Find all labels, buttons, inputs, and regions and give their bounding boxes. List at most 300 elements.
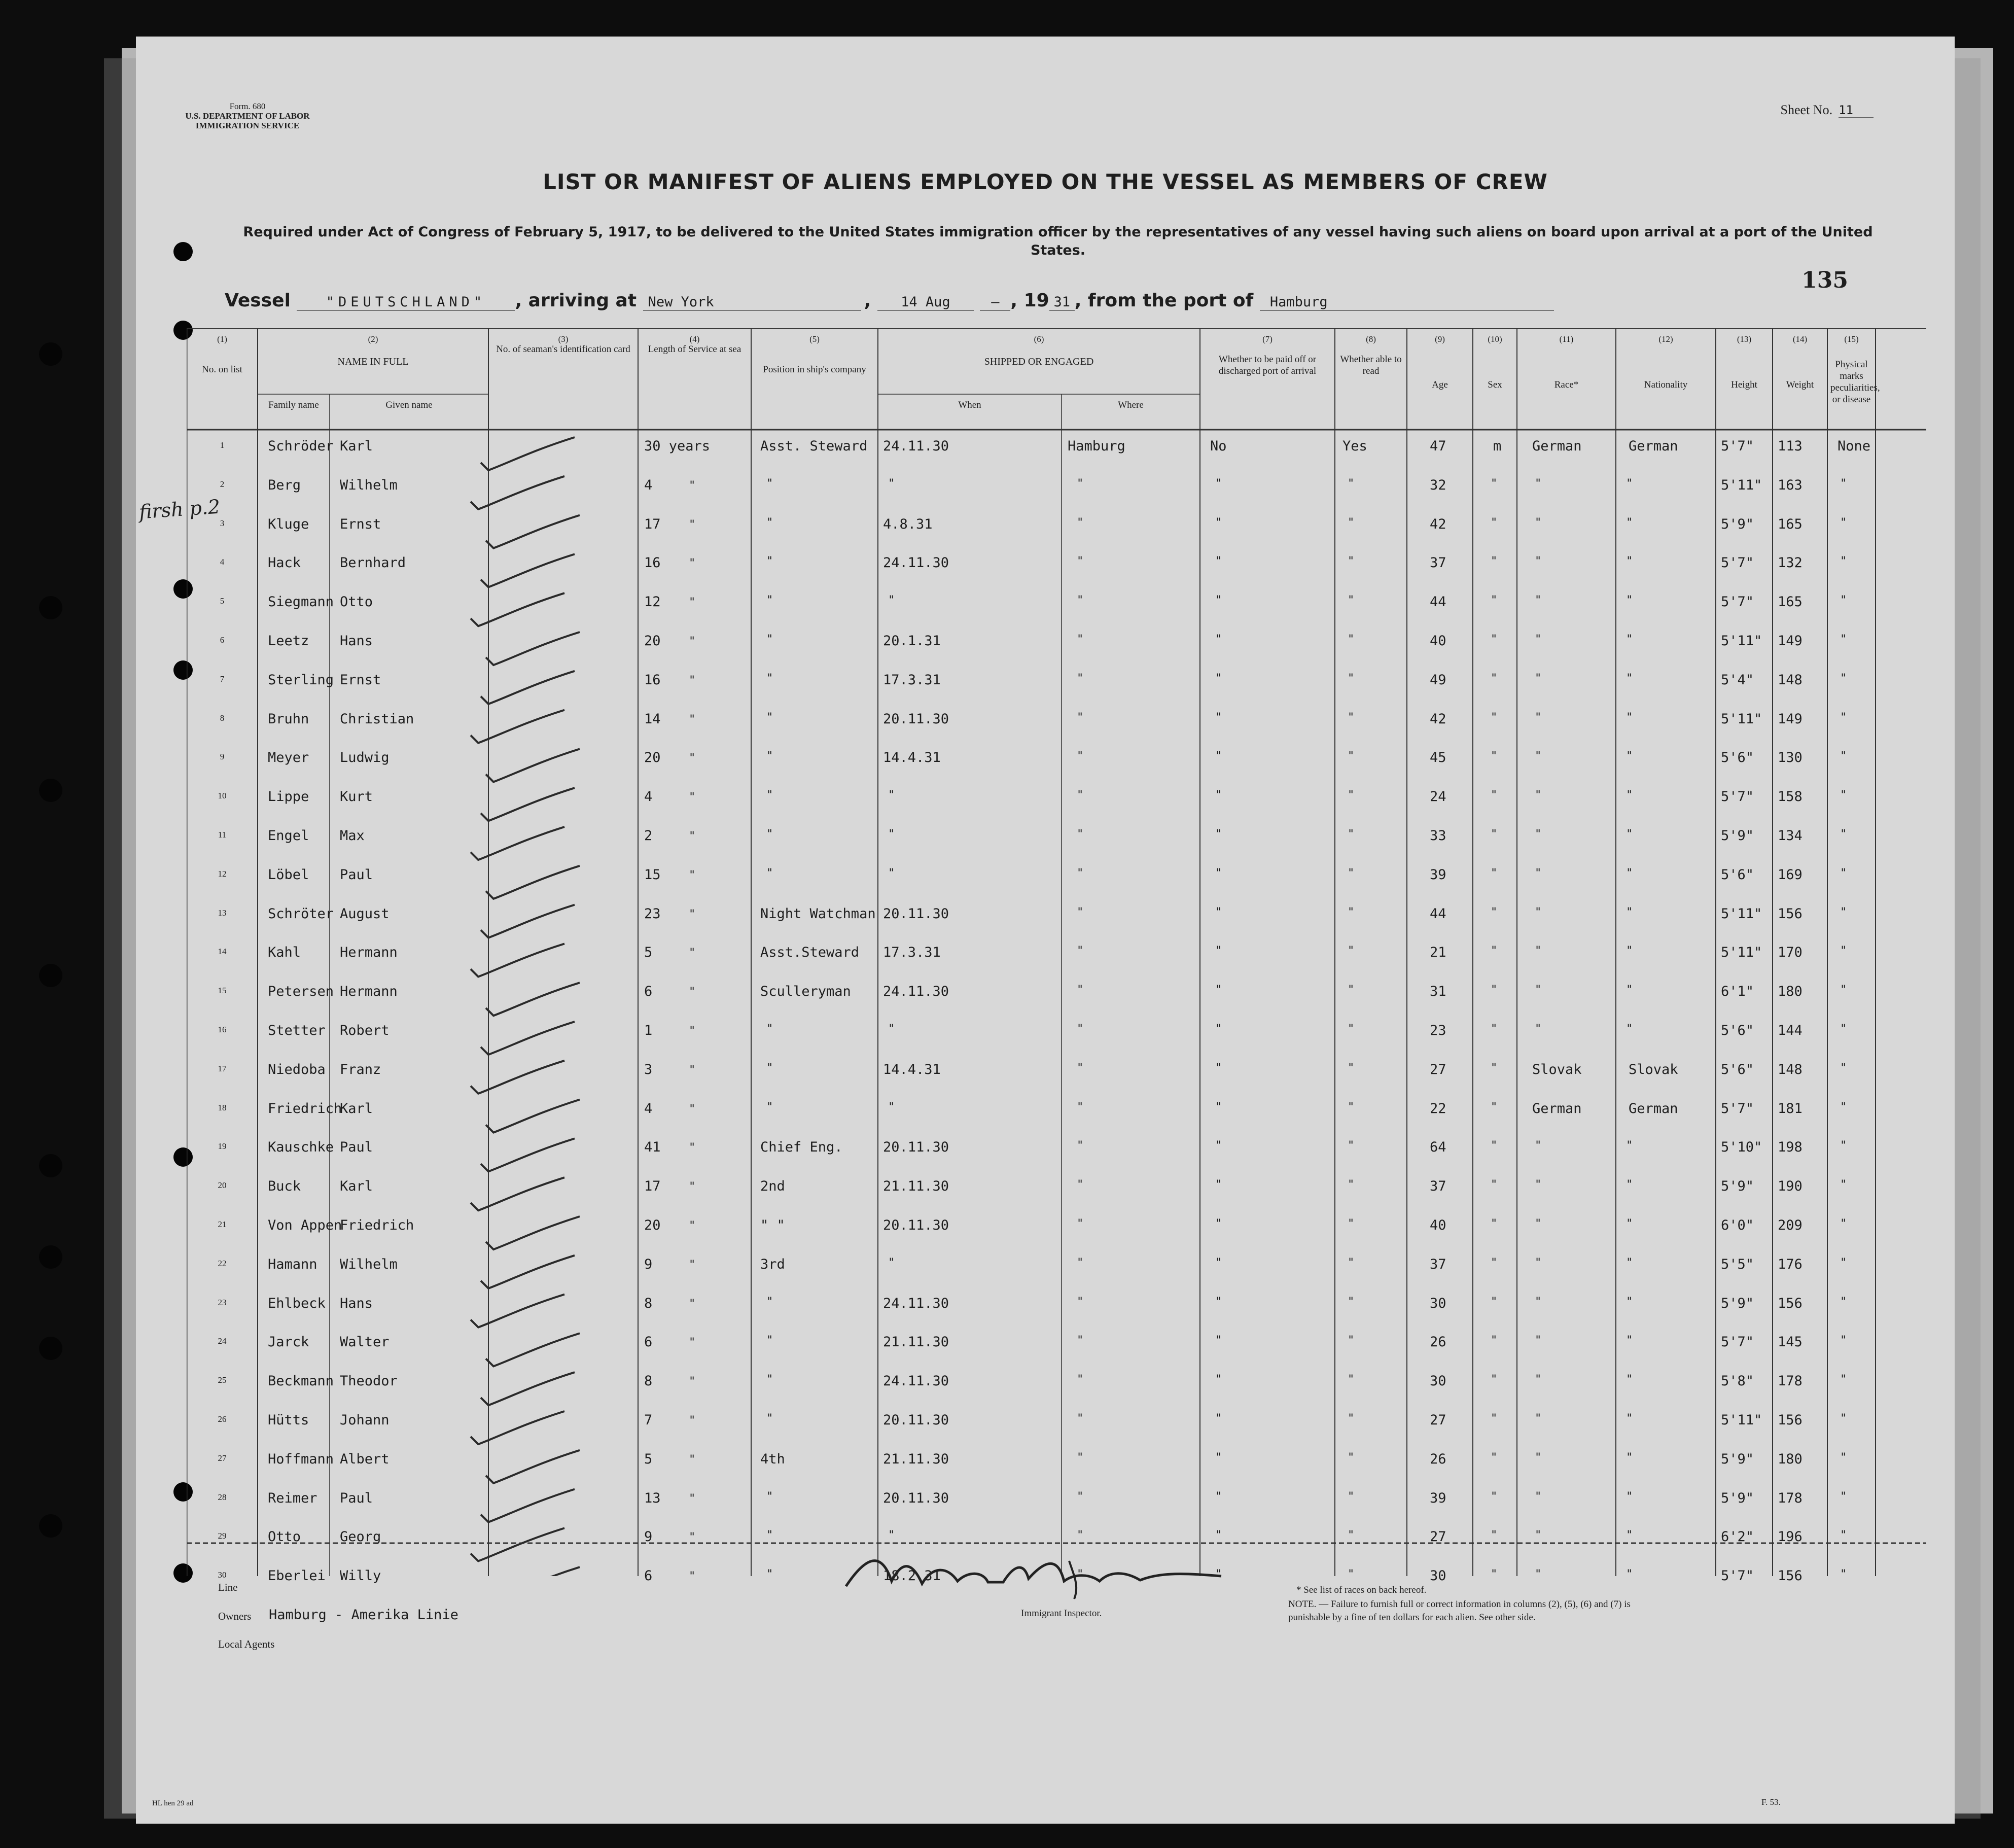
cell-nationality: " xyxy=(1626,750,1633,763)
cell-sex: " xyxy=(1491,711,1498,724)
cell-marks: " xyxy=(1840,672,1847,685)
cell-nationality: " xyxy=(1626,672,1633,685)
cell-height: 5'8" xyxy=(1721,1373,1754,1389)
cell-height: 5'7" xyxy=(1721,1568,1754,1584)
handwritten-margin-note: firsh p.2 xyxy=(138,495,221,524)
row-number: 8 xyxy=(220,713,225,723)
cell-service-ditto: " xyxy=(689,1063,696,1076)
cell-family: Von Appen xyxy=(268,1217,342,1233)
cell-race: " xyxy=(1535,984,1542,997)
cell-read: Yes xyxy=(1342,438,1367,454)
check-mark xyxy=(471,476,564,509)
cell-race: " xyxy=(1535,905,1542,919)
cell-family: Schröter xyxy=(268,905,334,922)
owners-label: Owners xyxy=(218,1610,252,1622)
cell-where: " xyxy=(1077,1100,1084,1113)
cell-marks: " xyxy=(1840,984,1847,997)
row-number: 28 xyxy=(218,1492,227,1502)
cell-age: 27 xyxy=(1430,1529,1446,1545)
cell-family: Löbel xyxy=(268,866,309,883)
cell-service-ditto: " xyxy=(689,1453,696,1466)
column-number: (8) xyxy=(1366,334,1376,344)
cell-nationality: " xyxy=(1626,905,1633,919)
cell-where: " xyxy=(1077,1568,1084,1581)
row-number: 18 xyxy=(218,1102,227,1112)
cell-paid: " xyxy=(1215,1373,1222,1386)
cell-read: " xyxy=(1348,1568,1355,1581)
cell-height: 5'11" xyxy=(1721,711,1762,727)
cell-nationality: German xyxy=(1629,438,1678,454)
cell-when: " xyxy=(888,594,895,607)
cell-race: " xyxy=(1535,594,1542,607)
punch-hole xyxy=(39,964,62,987)
cell-position: " " xyxy=(760,1217,785,1233)
cell-sex: m xyxy=(1493,438,1502,454)
cell-service-ditto: " xyxy=(689,1219,696,1232)
cell-family: Beckmann xyxy=(268,1373,334,1389)
cell-service: 23 xyxy=(644,905,661,922)
cell-given: Paul xyxy=(340,866,373,883)
cell-age: 37 xyxy=(1430,1256,1446,1272)
check-mark xyxy=(471,1177,564,1210)
row-number: 22 xyxy=(218,1258,227,1268)
cell-height: 5'9" xyxy=(1721,1451,1754,1467)
cell-weight: 148 xyxy=(1778,1061,1803,1077)
cell-service-ditto: " xyxy=(689,1258,696,1271)
cell-position: " xyxy=(766,633,773,646)
cell-service-ditto: " xyxy=(689,1375,696,1388)
cell-read: " xyxy=(1348,516,1355,529)
cell-height: 5'9" xyxy=(1721,516,1754,532)
cell-service: 20 xyxy=(644,633,661,649)
cell-age: 26 xyxy=(1430,1334,1446,1350)
cell-height: 6'1" xyxy=(1721,984,1754,1000)
cell-weight: 132 xyxy=(1778,555,1803,571)
cell-family: Niedoba xyxy=(268,1061,326,1077)
check-mark xyxy=(471,1411,564,1444)
cell-when: " xyxy=(888,1023,895,1035)
cell-nationality: " xyxy=(1626,633,1633,646)
column-header: SHIPPED OR ENGAGED xyxy=(984,356,1094,367)
cell-position: 2nd xyxy=(760,1178,785,1195)
cell-race: " xyxy=(1535,750,1542,763)
cell-given: Ernst xyxy=(340,672,381,688)
cell-age: 26 xyxy=(1430,1451,1446,1467)
cell-age: 42 xyxy=(1430,516,1446,532)
column-header: Nationality xyxy=(1644,379,1688,390)
cell-service: 5 xyxy=(644,1451,653,1467)
punch-hole xyxy=(173,242,193,261)
cell-read: " xyxy=(1348,1178,1355,1192)
punch-hole xyxy=(39,596,62,619)
cell-paid: " xyxy=(1215,594,1222,607)
column-number: (1) xyxy=(217,334,227,344)
cell-marks: " xyxy=(1840,711,1847,724)
cell-position: " xyxy=(766,1023,773,1035)
cell-where: " xyxy=(1077,1217,1084,1230)
cell-when: 18.2.31 xyxy=(883,1568,941,1584)
cell-position: " xyxy=(766,1373,773,1386)
cell-service-ditto: " xyxy=(689,947,696,960)
cell-marks: None xyxy=(1838,438,1871,454)
cell-sex: " xyxy=(1491,750,1498,763)
cell-sex: " xyxy=(1491,1451,1498,1464)
cell-paid: " xyxy=(1215,866,1222,880)
cell-service-ditto: " xyxy=(689,596,696,609)
cell-paid: " xyxy=(1215,1217,1222,1230)
cell-race: " xyxy=(1535,555,1542,568)
cell-family: Eberlei xyxy=(268,1568,326,1584)
cell-race: " xyxy=(1535,1529,1542,1542)
cell-family: Reimer xyxy=(268,1490,317,1506)
cell-paid: No xyxy=(1210,438,1227,454)
column-header: No. on list xyxy=(202,364,242,375)
cell-sex: " xyxy=(1491,1334,1498,1347)
cell-position: Night Watchman xyxy=(760,905,876,922)
cell-height: 5'6" xyxy=(1721,1061,1754,1077)
cell-where: " xyxy=(1077,984,1084,997)
cell-weight: 148 xyxy=(1778,672,1803,688)
year-prefix: , 19 xyxy=(1010,290,1049,311)
cell-sex: " xyxy=(1491,594,1498,607)
sheet-number-value: 11 xyxy=(1839,103,1874,118)
cell-race: " xyxy=(1535,1023,1542,1035)
cell-service-ditto: " xyxy=(689,1102,696,1115)
cell-where: " xyxy=(1077,945,1084,958)
cell-position: Sculleryman xyxy=(760,984,851,1000)
cell-when: " xyxy=(888,1529,895,1542)
cell-service-ditto: " xyxy=(689,479,696,492)
cell-service-ditto: " xyxy=(689,518,696,531)
arriving-label: , arriving at xyxy=(515,290,637,311)
inspector-signature xyxy=(836,1546,1333,1607)
cell-given: Otto xyxy=(340,594,373,610)
cell-height: 5'4" xyxy=(1721,672,1754,688)
cell-nationality: " xyxy=(1626,477,1633,490)
cell-weight: 170 xyxy=(1778,945,1803,961)
cell-when: 24.11.30 xyxy=(883,555,949,571)
cell-service-ditto: " xyxy=(689,986,696,999)
column-header: Weight xyxy=(1786,379,1814,390)
cell-position: 3rd xyxy=(760,1256,785,1272)
cell-paid: " xyxy=(1215,711,1222,724)
cell-where: " xyxy=(1077,1178,1084,1192)
cell-position: " xyxy=(766,1529,773,1542)
cell-service: 20 xyxy=(644,1217,661,1233)
column-number: (2) xyxy=(368,334,378,344)
cell-sex: " xyxy=(1491,1061,1498,1074)
check-mark xyxy=(481,671,575,704)
inspector-label: Immigrant Inspector. xyxy=(1021,1608,1102,1619)
cell-position: " xyxy=(766,672,773,685)
check-mark xyxy=(481,1489,575,1522)
cell-service-ditto: " xyxy=(689,557,696,570)
cell-given: Bernhard xyxy=(340,555,406,571)
cell-paid: " xyxy=(1215,1529,1222,1542)
column-number: (5) xyxy=(809,334,820,344)
cell-nationality: " xyxy=(1626,945,1633,958)
check-mark xyxy=(486,515,580,548)
cell-race: " xyxy=(1535,1217,1542,1230)
cell-nationality: " xyxy=(1626,828,1633,841)
cell-marks: " xyxy=(1840,866,1847,880)
cell-height: 5'9" xyxy=(1721,828,1754,844)
column-header: Age xyxy=(1432,379,1448,390)
cell-position: " xyxy=(766,1412,773,1425)
cell-position: " xyxy=(766,1334,773,1347)
cell-when: 14.4.31 xyxy=(883,750,941,766)
cell-family: Ehlbeck xyxy=(268,1295,326,1311)
cell-race: " xyxy=(1535,828,1542,841)
cell-service-ditto: " xyxy=(689,1414,696,1427)
cell-read: " xyxy=(1348,905,1355,919)
cell-marks: " xyxy=(1840,1178,1847,1192)
cell-read: " xyxy=(1348,1529,1355,1542)
cell-sex: " xyxy=(1491,984,1498,997)
document-subtitle: Required under Act of Congress of February 5, 1917, to be delivered to the United States immigration officer by the representatives of any vessel having such aliens on board upon arrival at a port of the United States. xyxy=(243,224,1873,258)
row-number: 5 xyxy=(220,596,225,606)
cell-nationality: " xyxy=(1626,1529,1633,1542)
cell-nationality: " xyxy=(1626,1139,1633,1153)
cell-when: 21.11.30 xyxy=(883,1178,949,1195)
cell-height: 5'6" xyxy=(1721,1023,1754,1038)
cell-weight: 190 xyxy=(1778,1178,1803,1195)
cell-marks: " xyxy=(1840,594,1847,607)
cell-when: " xyxy=(888,866,895,880)
sub-header-where: Where xyxy=(1118,400,1144,410)
cell-height: 5'11" xyxy=(1721,1412,1762,1428)
arrival-date: 14 Aug xyxy=(877,294,974,311)
cell-height: 6'0" xyxy=(1721,1217,1754,1233)
cell-service-ditto: " xyxy=(689,1141,696,1155)
cell-weight: 144 xyxy=(1778,1023,1803,1038)
cell-weight: 181 xyxy=(1778,1100,1803,1117)
cell-where: " xyxy=(1077,711,1084,724)
manifest-sheet xyxy=(136,37,1955,1824)
cell-sex: " xyxy=(1491,1256,1498,1269)
cell-paid: " xyxy=(1215,1256,1222,1269)
cell-height: 5'7" xyxy=(1721,594,1754,610)
row-number: 1 xyxy=(220,440,225,450)
crew-table xyxy=(187,328,1926,1584)
cell-where: " xyxy=(1077,555,1084,568)
cell-when: " xyxy=(888,1256,895,1269)
check-mark xyxy=(486,1216,580,1249)
cell-when: 20.11.30 xyxy=(883,1139,949,1156)
row-number: 10 xyxy=(218,791,227,801)
row-number: 30 xyxy=(218,1570,227,1580)
cell-when: 20.11.30 xyxy=(883,711,949,727)
cell-service: 3 xyxy=(644,1061,653,1077)
cell-weight: 134 xyxy=(1778,828,1803,844)
cell-paid: " xyxy=(1215,1451,1222,1464)
cell-service-ditto: " xyxy=(689,1570,696,1583)
cell-age: 21 xyxy=(1430,945,1446,961)
row-number: 3 xyxy=(220,518,225,528)
departure-port: Hamburg xyxy=(1260,294,1554,311)
cell-marks: " xyxy=(1840,1373,1847,1386)
cell-position: " xyxy=(766,555,773,568)
cell-sex: " xyxy=(1491,672,1498,685)
row-number: 16 xyxy=(218,1025,227,1034)
cell-where: " xyxy=(1077,1061,1084,1074)
column-number: (3) xyxy=(558,334,569,344)
cell-when: 17.3.31 xyxy=(883,945,941,961)
cell-age: 33 xyxy=(1430,828,1446,844)
column-header: Height xyxy=(1731,379,1757,390)
cell-paid: " xyxy=(1215,477,1222,490)
cell-sex: " xyxy=(1491,1373,1498,1386)
column-header: NAME IN FULL xyxy=(337,356,409,367)
cell-race: " xyxy=(1535,1295,1542,1308)
check-mark xyxy=(486,632,580,665)
check-mark xyxy=(486,1450,580,1483)
cell-marks: " xyxy=(1840,1529,1847,1542)
cell-when: 14.4.31 xyxy=(883,1061,941,1077)
cell-sex: " xyxy=(1491,1568,1498,1581)
cell-race: " xyxy=(1535,1451,1542,1464)
cell-when: 24.11.30 xyxy=(883,438,949,454)
cell-weight: 149 xyxy=(1778,633,1803,649)
cell-service: 41 xyxy=(644,1139,661,1156)
cell-nationality: " xyxy=(1626,1451,1633,1464)
cell-position: " xyxy=(766,1061,773,1074)
cell-age: 30 xyxy=(1430,1568,1446,1584)
line-label: Line xyxy=(218,1581,238,1593)
cell-service: 6 xyxy=(644,1334,653,1350)
cell-family: Leetz xyxy=(268,633,309,649)
cell-marks: " xyxy=(1840,1023,1847,1035)
cell-family: Friedrich xyxy=(268,1100,342,1117)
cell-age: 27 xyxy=(1430,1061,1446,1077)
cell-family: Kluge xyxy=(268,516,309,532)
cell-weight: 176 xyxy=(1778,1256,1803,1272)
cell-nationality: " xyxy=(1626,789,1633,802)
cell-service: 5 xyxy=(644,945,653,961)
row-number: 27 xyxy=(218,1453,227,1463)
column-header: Position in ship's company xyxy=(763,364,866,375)
cell-height: 5'7" xyxy=(1721,438,1754,454)
cell-where: " xyxy=(1077,1256,1084,1269)
cell-read: " xyxy=(1348,633,1355,646)
cell-read: " xyxy=(1348,711,1355,724)
cell-height: 5'7" xyxy=(1721,555,1754,571)
cell-position: " xyxy=(766,828,773,841)
check-mark xyxy=(471,1528,564,1561)
cell-race: German xyxy=(1532,438,1582,454)
cell-position: Chief Eng. xyxy=(760,1139,843,1156)
cell-when: " xyxy=(888,1100,895,1113)
cell-weight: 156 xyxy=(1778,1568,1803,1584)
vessel-name: "DEUTSCHLAND" xyxy=(297,294,515,311)
cell-when: 20.11.30 xyxy=(883,1490,949,1506)
check-mark xyxy=(481,788,575,821)
cell-given: Hans xyxy=(340,1295,373,1311)
cell-marks: " xyxy=(1840,477,1847,490)
cell-where: " xyxy=(1077,905,1084,919)
column-header: Sex xyxy=(1488,379,1502,390)
row-number: 6 xyxy=(220,635,225,645)
cell-service-ditto: " xyxy=(689,1531,696,1544)
cell-family: Lippe xyxy=(268,789,309,805)
cell-service-ditto: " xyxy=(689,908,696,921)
punch-hole xyxy=(39,1337,62,1360)
cell-marks: " xyxy=(1840,1568,1847,1581)
cell-read: " xyxy=(1348,594,1355,607)
row-number: 17 xyxy=(218,1063,227,1073)
column-header: Race* xyxy=(1554,379,1579,390)
cell-sex: " xyxy=(1491,789,1498,802)
check-mark xyxy=(471,593,564,626)
row-number: 19 xyxy=(218,1141,227,1152)
column-number: (10) xyxy=(1488,334,1502,344)
column-number: (7) xyxy=(1262,334,1273,344)
sub-header-family: Family name xyxy=(268,400,319,410)
check-mark xyxy=(486,749,580,782)
cell-read: " xyxy=(1348,672,1355,685)
cell-sex: " xyxy=(1491,1217,1498,1230)
row-number: 4 xyxy=(220,557,225,567)
cell-service: 4 xyxy=(644,1100,653,1117)
punch-hole xyxy=(39,342,62,366)
cell-race: " xyxy=(1535,711,1542,724)
cell-weight: 180 xyxy=(1778,1451,1803,1467)
cell-service-ditto: " xyxy=(689,752,696,765)
check-mark xyxy=(486,983,580,1016)
cell-sex: " xyxy=(1491,1178,1498,1192)
cell-age: 44 xyxy=(1430,594,1446,610)
cell-weight: 178 xyxy=(1778,1373,1803,1389)
cell-marks: " xyxy=(1840,1490,1847,1503)
cell-service-ditto: " xyxy=(689,713,696,726)
cell-given: Ernst xyxy=(340,516,381,532)
cell-where: Hamburg xyxy=(1068,438,1125,454)
cell-read: " xyxy=(1348,866,1355,880)
cell-nationality: " xyxy=(1626,1256,1633,1269)
check-mark xyxy=(481,437,575,470)
cell-given: Friedrich xyxy=(340,1217,414,1233)
cell-given: Wilhelm xyxy=(340,1256,398,1272)
cell-marks: " xyxy=(1840,1061,1847,1074)
cell-where: " xyxy=(1077,1295,1084,1308)
cell-service-ditto: " xyxy=(689,830,696,843)
cell-read: " xyxy=(1348,1295,1355,1308)
cell-weight: 156 xyxy=(1778,1295,1803,1311)
cell-weight: 165 xyxy=(1778,516,1803,532)
cell-race: Slovak xyxy=(1532,1061,1582,1077)
cell-service: 9 xyxy=(644,1256,653,1272)
column-header: No. of seaman's identification card xyxy=(496,344,630,355)
cell-when: 24.11.30 xyxy=(883,1295,949,1311)
cell-paid: " xyxy=(1215,750,1222,763)
cell-sex: " xyxy=(1491,945,1498,958)
race-note: * See list of races on back hereof. xyxy=(1296,1585,1427,1595)
cell-age: 49 xyxy=(1430,672,1446,688)
check-mark xyxy=(486,1333,580,1366)
cell-weight: 149 xyxy=(1778,711,1803,727)
cell-paid: " xyxy=(1215,828,1222,841)
cell-sex: " xyxy=(1491,1023,1498,1035)
cell-read: " xyxy=(1348,1217,1355,1230)
check-mark xyxy=(471,1061,564,1094)
cell-sex: " xyxy=(1491,516,1498,529)
cell-family: Buck xyxy=(268,1178,301,1195)
cell-sex: " xyxy=(1491,1139,1498,1153)
cell-family: Kahl xyxy=(268,945,301,961)
cell-family: Stetter xyxy=(268,1023,326,1038)
cell-family: Hack xyxy=(268,555,301,571)
row-number: 9 xyxy=(220,752,225,762)
